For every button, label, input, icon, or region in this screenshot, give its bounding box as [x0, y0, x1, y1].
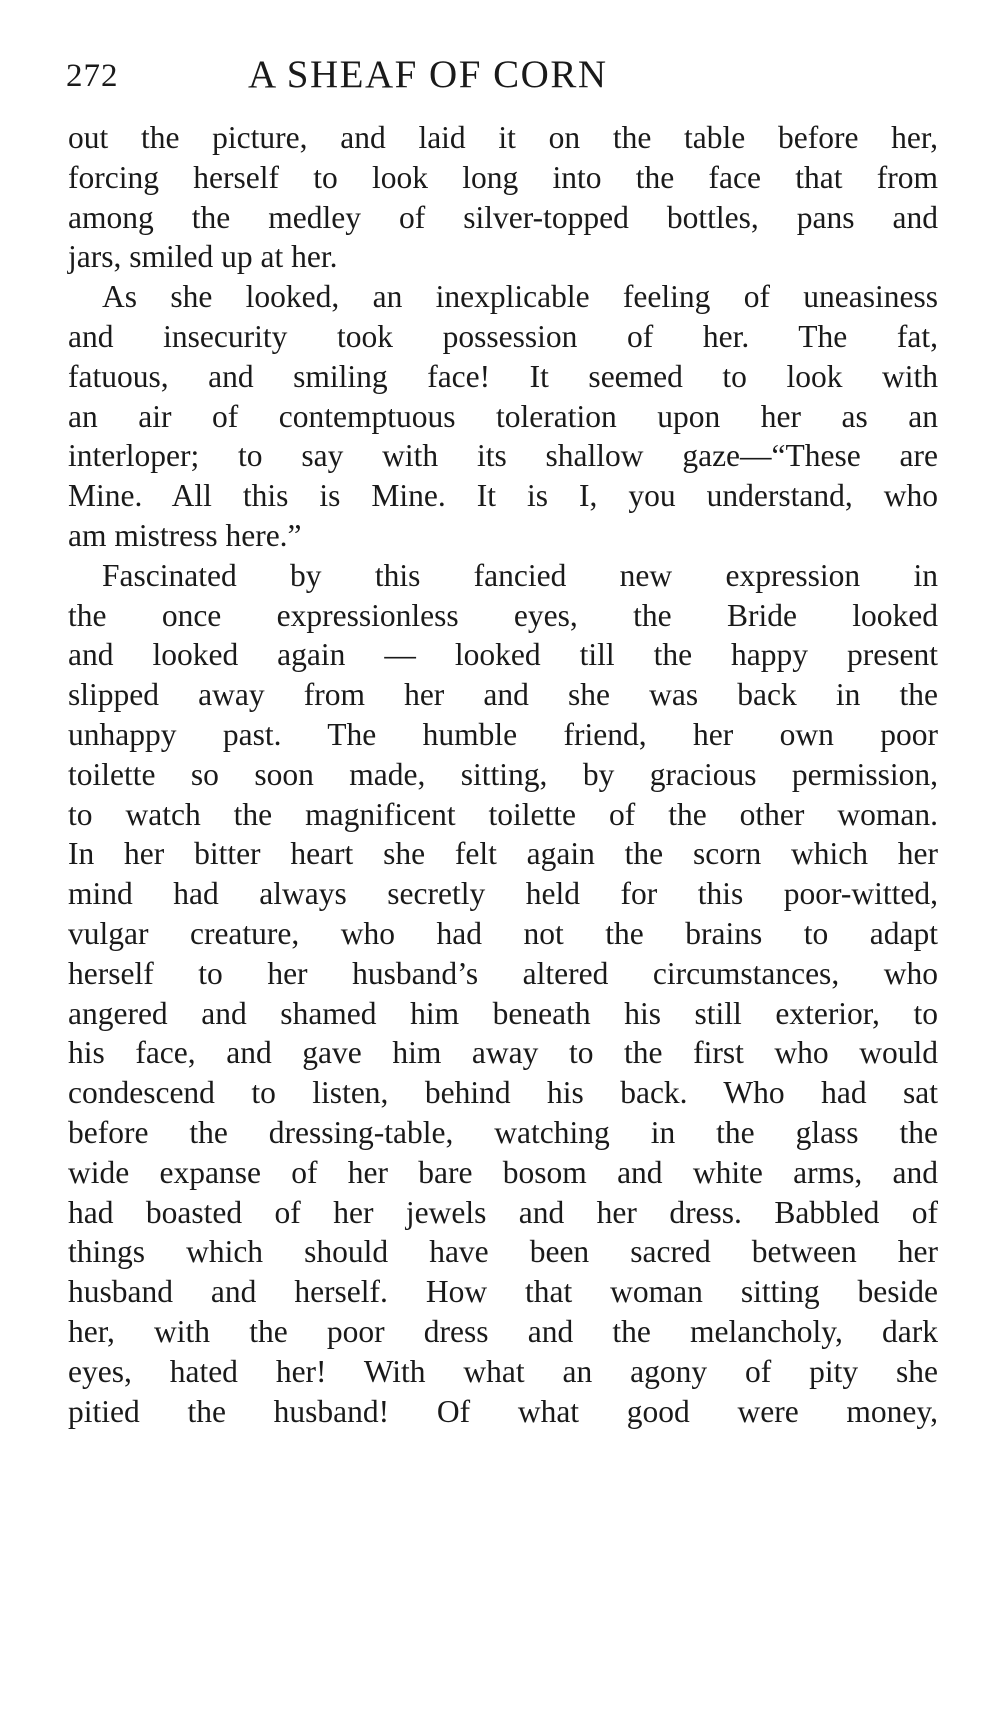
page-number: 272 — [66, 58, 119, 94]
book-title: A SHEAF OF CORN — [248, 53, 608, 96]
text-line: to watch the magnificent toilette of the other woman. — [68, 796, 938, 832]
text-line: wide expanse of her bare bosom and white arms, and — [68, 1154, 938, 1190]
text-line: among the medley of silver-topped bottles, pans and — [68, 199, 938, 235]
text-line: herself to her husband’s altered circumstances, who — [68, 955, 938, 991]
text-line: his face, and gave him away to the first who would — [68, 1035, 938, 1071]
text-line: the once expressionless eyes, the Bride looked — [68, 597, 938, 633]
text-line: had boasted of her jewels and her dress. Babbled of — [68, 1194, 938, 1230]
text-line: out the picture, and laid it on the table before her, — [68, 120, 938, 155]
text-line: mind had always secretly held for this poor-witted, — [68, 876, 938, 912]
text-line: pitied the husband! Of what good were money, — [68, 1393, 938, 1429]
text-line: Mine. All this is Mine. It is I, you understand, who — [68, 478, 938, 514]
text-line: am mistress here.” — [68, 517, 302, 553]
text-line: an air of contemptuous toleration upon her as an — [68, 398, 938, 434]
text-line: toilette so soon made, sitting, by gracious permission, — [68, 756, 938, 792]
text-line: and looked again — looked till the happy present — [68, 637, 938, 673]
text-line: Fascinated by this fancied new expression in — [102, 557, 938, 593]
text-line: eyes, hated her! With what an agony of pity she — [68, 1353, 938, 1389]
text-line: her, with the poor dress and the melancholy, dark — [68, 1313, 938, 1349]
text-line: slipped away from her and she was back in the — [68, 677, 938, 713]
running-head — [66, 52, 766, 102]
text-line: unhappy past. The humble friend, her own poor — [68, 716, 938, 752]
text-line: In her bitter heart she felt again the scorn which her — [68, 836, 938, 872]
text-line: interloper; to say with its shallow gaze—“These are — [68, 438, 938, 474]
text-line: things which should have been sacred between her — [68, 1234, 938, 1270]
text-line: before the dressing-table, watching in the glass the — [68, 1114, 938, 1150]
text-line: As she looked, an inexplicable feeling of uneasiness — [102, 279, 938, 315]
text-line: husband and herself. How that woman sitting beside — [68, 1274, 938, 1310]
text-line: angered and shamed him beneath his still exterior, to — [68, 995, 938, 1031]
text-line: forcing herself to look long into the face that from — [68, 159, 938, 195]
text-line: condescend to listen, behind his back. Who had sat — [68, 1075, 938, 1111]
text-line: jars, smiled up at her. — [68, 239, 338, 275]
body-text — [68, 118, 938, 1431]
text-line: and insecurity took possession of her. The fat, — [68, 318, 938, 354]
text-line: fatuous, and smiling face! It seemed to look with — [68, 358, 938, 394]
text-line: vulgar creature, who had not the brains to adapt — [68, 915, 938, 951]
